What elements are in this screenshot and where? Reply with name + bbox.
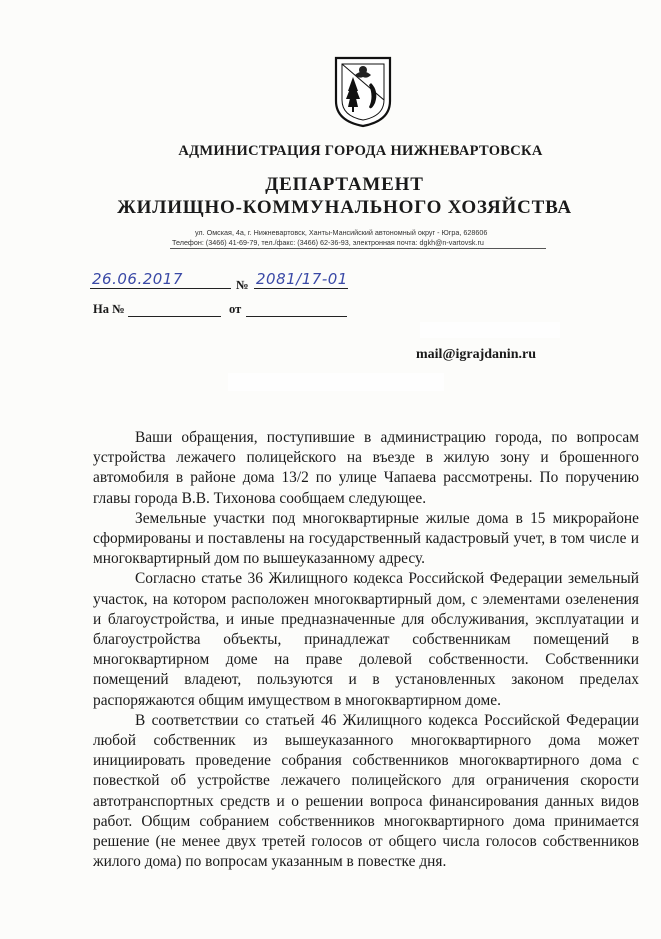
department-title: ДЕПАРТАМЕНТ	[265, 174, 424, 195]
reference-date-blank	[246, 316, 347, 317]
contacts-line: Телефон: (3466) 41-69-79, тел./факс: (3466) 62-36-93, электронная почта: dgkh@n-vartovsk.ru	[172, 238, 484, 247]
document-date: 26.06.2017	[92, 270, 183, 288]
reference-date-label: от	[229, 302, 242, 316]
letter-body	[93, 428, 639, 872]
paragraph: Ваши обращения, поступившие в администрацию города, по вопросам устройства лежачего полицейского на въезде в жилую зону и брошенного автомобиля в районе дома 13/2 по улице Чапаева рассмотрены. По поручению главы города В.В. Тихонова сообщаем следующее.	[93, 429, 639, 507]
reference-number-blank	[128, 316, 221, 317]
address-line: ул. Омская, 4а, г. Нижневартовск, Ханты-Мансийский автономный округ - Югра, 628606	[195, 228, 488, 237]
paragraph: В соответствии со статьей 46 Жилищного кодекса Российской Федерации любой собственник из вышеуказанного многоквартирного дома может инициировать проведение собрания собственников многоквартирного дома с повесткой об устройстве лежачего полицейского для ограничения скорости автотранспортных средств и о решении вопроса финансирования данных видов работ. Общим собранием собственников многоквартирного дома принимается решение (не менее двух третей голосов от общего числа голосов собственников жилого дома) по вопросам указанным в повестке дня.	[93, 711, 639, 871]
city-coat-of-arms	[333, 55, 393, 128]
paragraph: Земельные участки под многоквартирные жилые дома в 15 микрорайоне сформированы и поставлены на государственный кадастровый учет, в том числе и многоквартирный дом по вышеуказанному адресу.	[93, 509, 639, 568]
document-number: 2081/17-01	[256, 270, 348, 288]
date-underline	[90, 288, 231, 289]
paragraph: Согласно статье 36 Жилищного кодекса Российской Федерации земельный участок, на котором расположен многоквартирный дом, с элементами озеленения и благоустройства, и иные предназначенные для обслуживания, эксплуатации и благоустройства объекты, принадлежат собственникам помещений в многоквартирном доме на праве долевой собственности. Собственники помещений владеют, пользуются и в установленных законом пределах распоряжаются общим имуществом в многоквартирном доме.	[93, 570, 639, 709]
department-subtitle: ЖИЛИЩНО-КОММУНАЛЬНОГО ХОЗЯЙСТВА	[117, 197, 572, 218]
reference-number-label: На №	[93, 302, 125, 316]
redacted-recipient-name	[420, 322, 560, 338]
organization-name: АДМИНИСТРАЦИЯ ГОРОДА НИЖНЕВАРТОВСКА	[178, 143, 543, 159]
header-divider	[170, 248, 546, 249]
recipient-email: mail@igrajdanin.ru	[416, 347, 536, 362]
number-underline	[254, 288, 348, 289]
redacted-salutation	[228, 373, 444, 391]
number-label: №	[236, 278, 249, 292]
